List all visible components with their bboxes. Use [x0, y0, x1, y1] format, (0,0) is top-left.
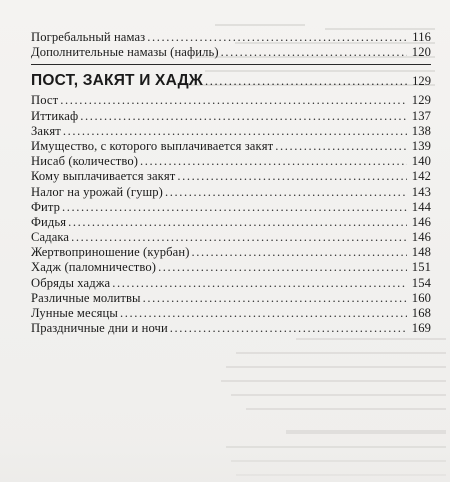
toc-entry[interactable] [31, 169, 431, 184]
toc-entry[interactable] [31, 276, 431, 291]
toc-entry-page: 169 [411, 321, 431, 336]
toc-entry[interactable] [31, 200, 431, 215]
toc-entry-page: 151 [411, 260, 431, 275]
toc-entry-title: Садака [31, 230, 70, 245]
toc-leader-dots [205, 74, 410, 89]
toc-entry[interactable] [31, 321, 431, 336]
toc-entry-title: Иттикаф [31, 108, 79, 123]
toc-entry-page: 140 [411, 154, 431, 169]
toc-leader-dots [192, 245, 407, 260]
divider-rule [31, 64, 431, 65]
toc-leader-dots [63, 124, 407, 139]
toc-entry[interactable] [31, 45, 431, 60]
toc-entry-page: 160 [411, 290, 431, 305]
toc-entry-page: 143 [411, 184, 431, 199]
toc-leader-dots [147, 30, 407, 45]
toc-leader-dots [60, 93, 407, 108]
section-title: ПОСТ, ЗАКЯТ И ХАДЖ [31, 72, 204, 90]
section-page: 129 [412, 74, 431, 89]
toc-leader-dots [165, 185, 407, 200]
toc-leader-dots [140, 154, 407, 169]
toc-entry-page: 144 [411, 199, 431, 214]
toc-entry-title: Обряды хаджа [31, 275, 111, 290]
toc-entry-title: Праздничные дни и ночи [31, 321, 168, 336]
toc-entry-page: 148 [411, 245, 431, 260]
toc-leader-dots [62, 200, 407, 215]
toc-leader-dots [177, 169, 407, 184]
toc-entry[interactable] [31, 215, 431, 230]
toc-entry[interactable] [31, 109, 431, 124]
toc-entry[interactable] [31, 245, 431, 260]
toc-leader-dots [143, 291, 407, 306]
toc-entry[interactable] [31, 154, 431, 169]
toc-entry-page: 137 [411, 108, 431, 123]
toc-entry-page: 146 [411, 230, 431, 245]
toc-entry[interactable] [31, 30, 431, 45]
toc-leader-dots [112, 276, 407, 291]
toc-entry[interactable] [31, 93, 431, 108]
toc-leader-dots [275, 139, 407, 154]
toc-entry[interactable] [31, 124, 431, 139]
toc-entry-title: Дополнительные намазы (нафиль) [31, 45, 219, 60]
table-of-contents [31, 30, 431, 336]
toc-entry-page: 138 [411, 123, 431, 138]
toc-section-heading[interactable] [31, 72, 431, 92]
toc-entry-title: Нисаб (количество) [31, 154, 139, 169]
toc-leader-dots [158, 260, 407, 275]
toc-entry-title: Кому выплачивается закят [31, 169, 176, 184]
toc-entry-title: Погребальный намаз [31, 30, 146, 44]
toc-entry-title: Лунные месяцы [31, 306, 118, 320]
toc-leader-dots [221, 45, 407, 60]
toc-leader-dots [68, 215, 407, 230]
toc-entry-title: Фидья [31, 214, 67, 229]
toc-entry-page: 146 [411, 214, 431, 229]
toc-entry-page: 116 [412, 30, 431, 44]
toc-entry[interactable] [31, 260, 431, 275]
toc-entry[interactable] [31, 185, 431, 200]
toc-leader-dots [71, 230, 407, 245]
section-divider [31, 60, 431, 70]
toc-entry-page: 142 [411, 169, 431, 184]
toc-entry-page: 154 [411, 275, 431, 290]
toc-leader-dots [120, 306, 407, 321]
toc-entry-title: Имущество, с которого выплачивается закят [31, 138, 274, 153]
toc-entry-title: Различные молитвы [31, 290, 141, 305]
toc-entry-title: Закят [31, 123, 61, 138]
toc-entry-title: Хадж (паломничество) [31, 260, 157, 275]
toc-entry-title: Жертвоприношение (курбан) [31, 245, 190, 260]
toc-entry[interactable] [31, 291, 431, 306]
toc-entry-title: Налог на урожай (гушр) [31, 184, 163, 199]
toc-entry-list [31, 93, 431, 336]
toc-entry-page: 168 [411, 306, 431, 320]
toc-entry-page: 139 [411, 138, 431, 153]
toc-entry-title: Фитр [31, 199, 61, 214]
toc-entry[interactable] [31, 139, 431, 154]
toc-entry-page: 120 [411, 45, 431, 60]
page-shading [0, 442, 450, 482]
toc-entry-page: 129 [411, 93, 431, 108]
toc-leader-dots [170, 321, 407, 336]
toc-leader-dots [80, 109, 407, 124]
toc-entry[interactable] [31, 230, 431, 245]
toc-entry-title: Пост [31, 93, 59, 108]
toc-entry[interactable] [31, 306, 431, 321]
